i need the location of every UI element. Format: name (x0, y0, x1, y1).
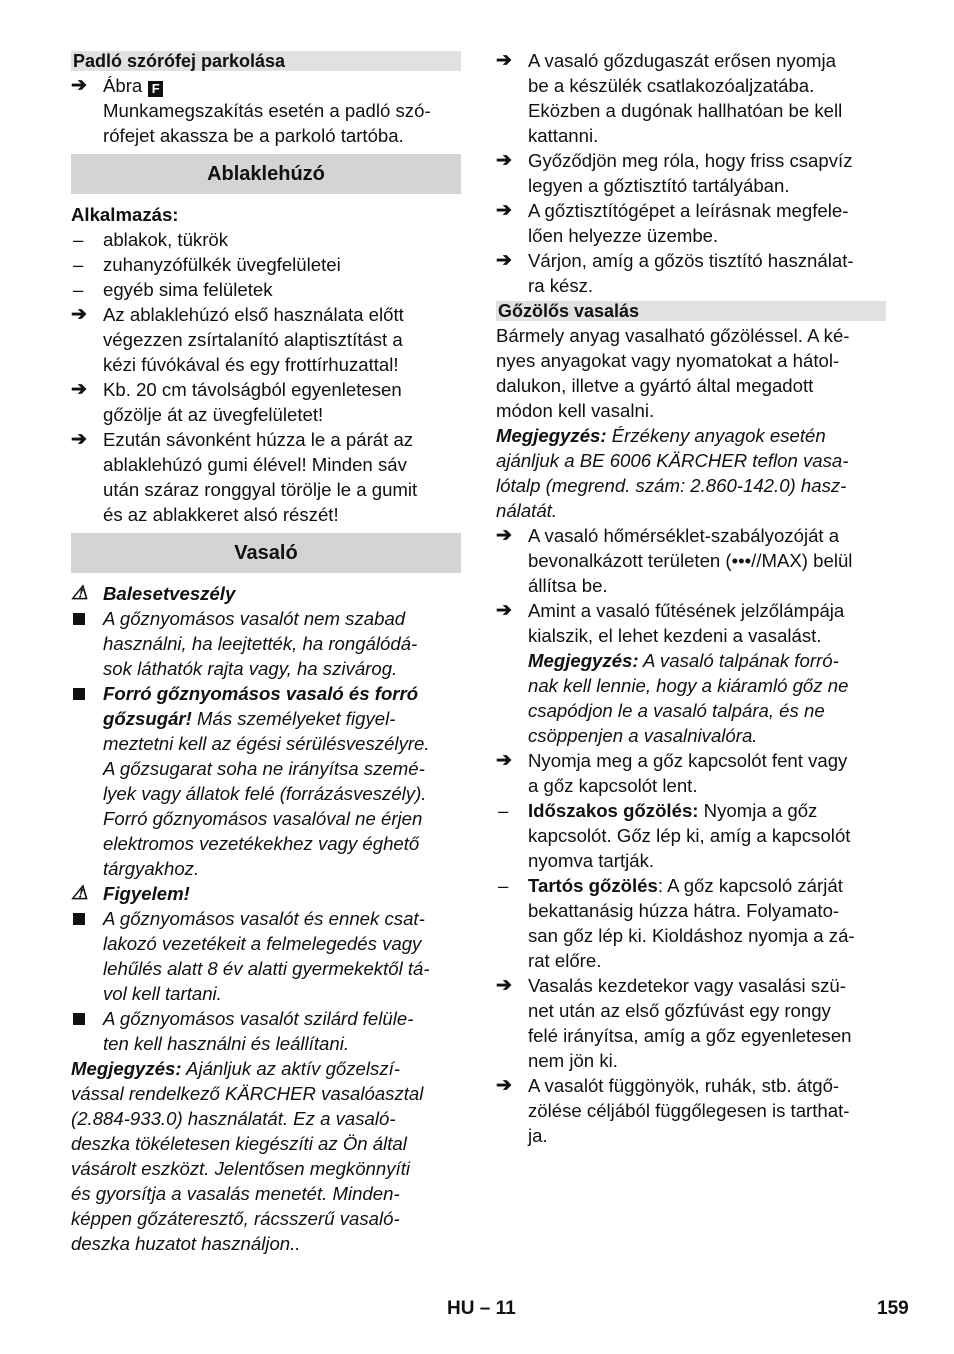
arrow-right-icon: ➔ (496, 1075, 512, 1096)
text-line: gőzsugár! Más személyeket figyel- (103, 708, 396, 729)
square-bullet-item: Forró gőznyomásos vasaló és forró (71, 681, 461, 706)
text-line: állítsa be. (528, 575, 608, 596)
text-line: san gőz lép ki. Kioldáshoz nyomja a zá- (528, 925, 855, 946)
square-bullet-icon (71, 1006, 101, 1031)
section-title-steam-ironing: Gőzölős vasalás (496, 301, 886, 321)
text-line: és gyorsítja a vasalás menetét. Minden- (71, 1183, 400, 1204)
text-line: rat előre. (528, 950, 602, 971)
text-line: elektromos vezetékekhez vagy éghető (103, 833, 420, 854)
arrow-right-icon: ➔ (496, 200, 512, 221)
warning-triangle-icon: ⚠ (71, 583, 89, 604)
arrow-item: ➔ Nyomja meg a gőz kapcsolót fent vagy (496, 750, 848, 771)
text-line: legyen a gőztisztító tartályában. (528, 175, 790, 196)
note-label: Megjegyzés: (71, 1058, 182, 1079)
text-line: tárgyakhoz. (103, 858, 200, 879)
text-line: csapódjon le a vasaló talpára, és ne (528, 700, 825, 721)
text-line: kialszik, el lehet kezdeni a vasalást. (528, 625, 822, 646)
text-line: Eközben a dugónak hallhatóan be kell (528, 100, 843, 121)
square-bullet-item: A gőznyomásos vasalót nem szabad (71, 606, 461, 631)
square-bullet-icon (71, 681, 101, 706)
text-line: végezzen zsírtalanító alaptisztítást a (103, 329, 403, 350)
arrow-item: ➔ A gőztisztítógépet a leírásnak megfele- (496, 200, 849, 221)
text-line: ajánljuk a BE 6006 KÄRCHER teflon vasa- (496, 450, 849, 471)
warning-heading: ⚠ Balesetveszély (71, 583, 236, 604)
text-line: kézi fúvókával és egy frottírhuzattal! (103, 354, 399, 375)
text-line: dalukon, illetve a gyártó által megadott (496, 375, 814, 396)
text-line: Munkamegszakítás esetén a padló szó- (103, 100, 431, 121)
text-line: használni, ha leejtették, ha rongálódá- (103, 633, 418, 654)
arrow-right-icon: ➔ (71, 304, 87, 325)
text-line: csöppenjen a vasalnivalóra. (528, 725, 758, 746)
arrow-item: ➔ A vasaló hőmérséklet-szabályozóját a (496, 525, 840, 546)
text-line: A gőzsugarat soha ne irányítsa szemé- (103, 758, 425, 779)
dash-bullet: – (73, 279, 84, 300)
text-line: zölése céljából függőlegesen is tarthat- (528, 1100, 850, 1121)
text-line: nak kell lennie, hogy a kiáramló gőz ne (528, 675, 849, 696)
dash-item: – Időszakos gőzölés: Nyomja a gőz (498, 800, 818, 821)
arrow-item: ➔ Ezután sávonként húzza le a párát az (71, 429, 414, 450)
square-bullet-item: A gőznyomásos vasalót szilárd felüle- (71, 1006, 461, 1031)
text-line: (2.884-933.0) használatát. Ez a vasaló- (71, 1108, 396, 1129)
text-line: lyek vagy állatok felé (forrázásveszély). (103, 783, 427, 804)
arrow-right-icon: ➔ (71, 379, 87, 400)
footer-section-label: HU – 11 (447, 1298, 516, 1319)
arrow-right-icon: ➔ (496, 525, 512, 546)
text-line: net után az első gőzfúvást egy rongy (528, 1000, 831, 1021)
dash-item: – ablakok, tükrök (73, 229, 229, 250)
text-line: ra kész. (528, 275, 594, 296)
text-line: kattanni. (528, 125, 599, 146)
arrow-right-icon: ➔ (71, 75, 87, 96)
arrow-right-icon: ➔ (496, 50, 512, 71)
text-line: vásárolt eszközt. Jelentősen megkönnyíti (71, 1158, 410, 1179)
section-title-floor-nozzle-parking: Padló szórófej parkolása (71, 51, 461, 71)
arrow-item: ➔ A vasalót függönyök, ruhák, stb. átgő- (496, 1075, 840, 1096)
dash-item: – egyéb sima felületek (73, 279, 273, 300)
text-line: lótalp (megrend. szám: 2.860-142.0) hasz- (496, 475, 847, 496)
arrow-item: ➔ Ábra F (71, 73, 461, 98)
text-line: rófejet akassza be a parkoló tartóba. (103, 125, 404, 146)
text-line: Forró gőznyomásos vasalóval ne érjen (103, 808, 423, 829)
text-line: bekattanásig húzza hátra. Folyamato- (528, 900, 840, 921)
note-line: Megjegyzés: Ajánljuk az aktív gőzelszí- (71, 1058, 400, 1079)
dash-item: – Tartós gőzölés: A gőz kapcsoló zárját (498, 875, 843, 896)
text-line: módon kell vasalni. (496, 400, 655, 421)
arrow-right-icon: ➔ (496, 750, 512, 771)
text-line: deszka tökéletesen kiegészíti az Ön által (71, 1133, 407, 1154)
application-label: Alkalmazás: (71, 204, 179, 225)
arrow-item: ➔ Győződjön meg róla, hogy friss csapvíz (496, 150, 853, 171)
warning-heading: ⚠ Figyelem! (71, 883, 190, 904)
arrow-right-icon: ➔ (496, 975, 512, 996)
text-line: meztetni kell az égési sérülésveszélyre. (103, 733, 430, 754)
square-bullet-icon (71, 606, 101, 631)
dash-bullet: – (498, 875, 509, 896)
dash-item: – zuhanyzófülkék üvegfelületei (73, 254, 341, 275)
text-line: vol kell tartani. (103, 983, 222, 1004)
text-line: a gőz kapcsolót lent. (528, 775, 698, 796)
left-column (71, 48, 461, 1256)
text-line: nyes anyagokat vagy nyomatokat a hátol- (496, 350, 840, 371)
text-line: gőzölje át az üvegfelületet! (103, 404, 324, 425)
text-line: ja. (528, 1125, 548, 1146)
arrow-right-icon: ➔ (496, 250, 512, 271)
note-label: Megjegyzés: (496, 425, 607, 446)
square-bullet-item: A gőznyomásos vasalót és ennek csat- (71, 906, 461, 931)
text-line: sok láthatók rajta vagy, ha szivárog. (103, 658, 398, 679)
text-line: lakozó vezetékeit a felmelegedés vagy (103, 933, 422, 954)
text-line: kapcsolót. Gőz lép ki, amíg a kapcsolót (528, 825, 851, 846)
text-line: ten kell használni és leállítani. (103, 1033, 349, 1054)
text-line: bevonalkázott területen (•••//MAX) belül (528, 550, 853, 571)
text-line: vással rendelkező KÄRCHER vasalóasztal (71, 1083, 424, 1104)
arrow-right-icon: ➔ (71, 429, 87, 450)
text-line: képpen gőzáteresztő, rácsszerű vasaló- (71, 1208, 400, 1229)
text-line: lehűlés alatt 8 év alatti gyermekektől tá- (103, 958, 430, 979)
text-line: deszka huzatot használjon.. (71, 1233, 301, 1254)
arrow-item: ➔ Amint a vasaló fűtésének jelzőlámpája (496, 600, 845, 621)
right-column (496, 48, 886, 1148)
arrow-item: ➔ Kb. 20 cm távolságból egyenletesen (71, 379, 402, 400)
dash-bullet: – (498, 800, 509, 821)
arrow-item: ➔ Vasalás kezdetekor vagy vasalási szü- (496, 975, 846, 996)
dash-bullet: – (73, 229, 84, 250)
text-line: és az ablakkeret alsó részét! (103, 504, 339, 525)
note-line: Megjegyzés: A vasaló talpának forró- (528, 650, 839, 671)
text-line: Bármely anyag vasalható gőzöléssel. A ké- (496, 325, 850, 346)
text-line: nálatát. (496, 500, 557, 521)
section-heading-window-squeegee: Ablaklehúzó (71, 154, 461, 194)
figure-label: F (148, 81, 163, 97)
text-line: után száraz ronggyal törölje le a gumit (103, 479, 418, 500)
arrow-right-icon: ➔ (496, 600, 512, 621)
section-heading-iron: Vasaló (71, 533, 461, 573)
text-line: lően helyezze üzembe. (528, 225, 719, 246)
dash-bullet: – (73, 254, 84, 275)
text-line: be a készülék csatlakozóaljzatába. (528, 75, 815, 96)
text-line: nyomva tartják. (528, 850, 655, 871)
note-line: Megjegyzés: Érzékeny anyagok esetén (496, 425, 826, 446)
square-bullet-icon (71, 906, 101, 931)
warning-triangle-icon: ⚠ (71, 883, 89, 904)
arrow-item: ➔ A vasaló gőzdugaszát erősen nyomja (496, 50, 837, 71)
text-line: felé irányítsa, amíg a gőz egyenletesen (528, 1025, 852, 1046)
arrow-item: ➔ Várjon, amíg a gőzös tisztító használat- (496, 250, 854, 271)
text-line: ablaklehúzó gumi élével! Minden sáv (103, 454, 407, 475)
text-line: nem jön ki. (528, 1050, 618, 1071)
arrow-right-icon: ➔ (496, 150, 512, 171)
page-number: 159 (877, 1298, 909, 1319)
note-label: Megjegyzés: (528, 650, 639, 671)
arrow-item: ➔ Az ablaklehúzó első használata előtt (71, 304, 404, 325)
